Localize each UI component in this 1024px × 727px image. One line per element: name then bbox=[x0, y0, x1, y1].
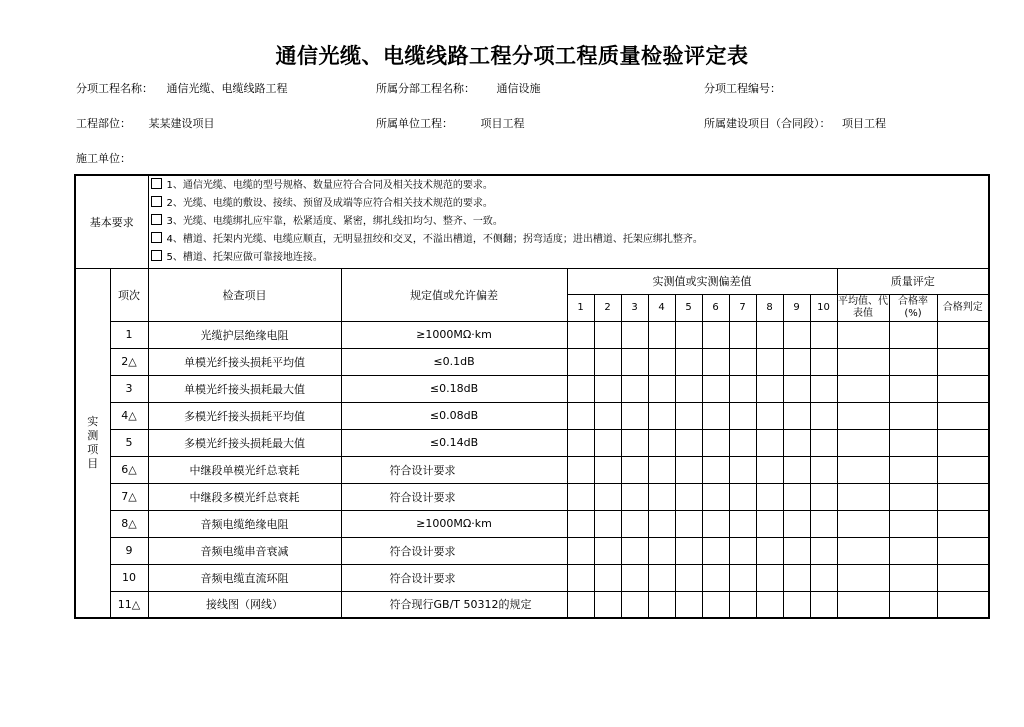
requirement-text: 1、通信光缆、电缆的型号规格、数量应符合合同及相关技术规范的要求。 bbox=[166, 179, 493, 191]
measured-value-cell[interactable] bbox=[810, 510, 837, 537]
measured-value-cell[interactable] bbox=[621, 537, 648, 564]
row-number: 8△ bbox=[110, 510, 148, 537]
header-measured-col: 1 bbox=[567, 294, 594, 321]
measured-value-cell[interactable] bbox=[621, 456, 648, 483]
table-row bbox=[75, 591, 989, 618]
measured-value-cell[interactable] bbox=[756, 375, 783, 402]
average-cell[interactable] bbox=[837, 402, 889, 429]
row-item: 接线图（网线） bbox=[148, 591, 341, 618]
average-cell[interactable] bbox=[837, 321, 889, 348]
measured-value-cell[interactable] bbox=[729, 510, 756, 537]
measured-value-cell[interactable] bbox=[675, 456, 702, 483]
basic-requirements-label: 基本要求 bbox=[75, 175, 148, 268]
measured-value-cell[interactable] bbox=[648, 321, 675, 348]
measured-value-cell[interactable] bbox=[810, 483, 837, 510]
measured-value-cell[interactable] bbox=[648, 402, 675, 429]
measured-value-cell[interactable] bbox=[756, 348, 783, 375]
measured-value-cell[interactable] bbox=[783, 564, 810, 591]
measured-value-cell[interactable] bbox=[756, 456, 783, 483]
row-spec: 符合设计要求 bbox=[341, 537, 567, 564]
measured-value-cell[interactable] bbox=[567, 510, 594, 537]
measured-value-cell[interactable] bbox=[783, 402, 810, 429]
judgement-cell[interactable] bbox=[937, 375, 989, 402]
measured-value-cell[interactable] bbox=[567, 564, 594, 591]
measured-value-cell[interactable] bbox=[621, 375, 648, 402]
row-spec: ≤0.14dB bbox=[341, 429, 567, 456]
pass-rate-cell[interactable] bbox=[889, 402, 937, 429]
requirement-item bbox=[151, 231, 987, 249]
meta-construction-project bbox=[704, 115, 886, 131]
measured-value-cell[interactable] bbox=[702, 321, 729, 348]
row-item: 多模光纤接头损耗最大值 bbox=[148, 429, 341, 456]
header-measured-col: 5 bbox=[675, 294, 702, 321]
measured-value-cell[interactable] bbox=[621, 510, 648, 537]
requirement-item bbox=[151, 213, 987, 231]
table-row bbox=[75, 375, 989, 402]
requirement-text: 5、槽道、托架应做可靠接地连接。 bbox=[166, 251, 323, 263]
header-quality: 质量评定 bbox=[837, 268, 989, 294]
meta-value: 项目工程 bbox=[480, 117, 525, 130]
checkbox-icon[interactable] bbox=[151, 214, 162, 225]
measured-value-cell[interactable] bbox=[756, 429, 783, 456]
row-spec: 符合现行GB/T 50312的规定 bbox=[341, 591, 567, 618]
row-item: 中继段单模光纤总衰耗 bbox=[148, 456, 341, 483]
basic-requirements-row bbox=[75, 175, 989, 268]
row-spec: ≥1000MΩ·km bbox=[341, 510, 567, 537]
average-cell[interactable] bbox=[837, 510, 889, 537]
measured-value-cell[interactable] bbox=[810, 348, 837, 375]
measured-value-cell[interactable] bbox=[675, 564, 702, 591]
meta-label: 分项工程编号： bbox=[704, 82, 781, 95]
pass-rate-cell[interactable] bbox=[889, 564, 937, 591]
basic-requirements-list bbox=[148, 175, 989, 268]
average-cell[interactable] bbox=[837, 483, 889, 510]
table-row bbox=[75, 402, 989, 429]
measured-value-cell[interactable] bbox=[729, 348, 756, 375]
measured-value-cell[interactable] bbox=[702, 537, 729, 564]
header-measured: 实测值或实测偏差值 bbox=[567, 268, 837, 294]
header-measured-col: 8 bbox=[756, 294, 783, 321]
judgement-cell[interactable] bbox=[937, 510, 989, 537]
measured-value-cell[interactable] bbox=[594, 564, 621, 591]
measured-value-cell[interactable] bbox=[783, 591, 810, 618]
header-measured-col: 6 bbox=[702, 294, 729, 321]
measured-value-cell[interactable] bbox=[621, 321, 648, 348]
measured-value-cell[interactable] bbox=[783, 537, 810, 564]
measured-value-cell[interactable] bbox=[810, 591, 837, 618]
pass-rate-cell[interactable] bbox=[889, 429, 937, 456]
meta-label: 施工单位： bbox=[76, 152, 131, 165]
measured-value-cell[interactable] bbox=[783, 429, 810, 456]
measured-value-cell[interactable] bbox=[702, 510, 729, 537]
table-row bbox=[75, 564, 989, 591]
measured-value-cell[interactable] bbox=[810, 429, 837, 456]
row-spec: 符合设计要求 bbox=[341, 483, 567, 510]
measured-value-cell[interactable] bbox=[567, 429, 594, 456]
measured-value-cell[interactable] bbox=[648, 456, 675, 483]
pass-rate-cell[interactable] bbox=[889, 456, 937, 483]
measured-value-cell[interactable] bbox=[702, 564, 729, 591]
header-item: 检查项目 bbox=[148, 268, 341, 321]
judgement-cell[interactable] bbox=[937, 321, 989, 348]
measured-value-cell[interactable] bbox=[783, 321, 810, 348]
judgement-cell[interactable] bbox=[937, 402, 989, 429]
checkbox-icon[interactable] bbox=[151, 250, 162, 261]
meta-value: 通信光缆、电缆线路工程 bbox=[166, 82, 288, 95]
row-number: 1 bbox=[110, 321, 148, 348]
checkbox-icon[interactable] bbox=[151, 232, 162, 243]
table-row bbox=[75, 483, 989, 510]
measured-value-cell[interactable] bbox=[648, 510, 675, 537]
measured-value-cell[interactable] bbox=[675, 348, 702, 375]
judgement-cell[interactable] bbox=[937, 564, 989, 591]
measured-value-cell[interactable] bbox=[756, 402, 783, 429]
measured-value-cell[interactable] bbox=[756, 564, 783, 591]
measured-value-cell[interactable] bbox=[810, 321, 837, 348]
measured-value-cell[interactable] bbox=[702, 402, 729, 429]
row-number: 6△ bbox=[110, 456, 148, 483]
measured-value-cell[interactable] bbox=[675, 510, 702, 537]
measured-value-cell[interactable] bbox=[783, 348, 810, 375]
measured-value-cell[interactable] bbox=[702, 429, 729, 456]
requirement-item bbox=[151, 249, 987, 267]
requirement-text: 2、光缆、电缆的敷设、接续、预留及成端等应符合相关技术规范的要求。 bbox=[166, 197, 493, 209]
table-row bbox=[75, 321, 989, 348]
row-spec: 符合设计要求 bbox=[341, 456, 567, 483]
measured-value-cell[interactable] bbox=[567, 321, 594, 348]
measured-value-cell[interactable] bbox=[729, 483, 756, 510]
average-cell[interactable] bbox=[837, 348, 889, 375]
row-item: 单模光纤接头损耗最大值 bbox=[148, 375, 341, 402]
section-label-measured-items bbox=[75, 268, 110, 618]
header-measured-col: 2 bbox=[594, 294, 621, 321]
measured-value-cell[interactable] bbox=[729, 429, 756, 456]
checkbox-icon[interactable] bbox=[151, 196, 162, 207]
measured-value-cell[interactable] bbox=[702, 375, 729, 402]
pass-rate-cell[interactable] bbox=[889, 348, 937, 375]
measured-value-cell[interactable] bbox=[729, 375, 756, 402]
measured-value-cell[interactable] bbox=[702, 591, 729, 618]
measured-value-cell[interactable] bbox=[810, 375, 837, 402]
form-title: 通信光缆、电缆线路工程分项工程质量检验评定表 bbox=[275, 44, 749, 68]
header-pass-rate: 合格率(%) bbox=[889, 294, 937, 321]
measured-value-cell[interactable] bbox=[621, 564, 648, 591]
measured-value-cell[interactable] bbox=[756, 321, 783, 348]
average-cell[interactable] bbox=[837, 375, 889, 402]
measured-value-cell[interactable] bbox=[729, 537, 756, 564]
measured-value-cell[interactable] bbox=[648, 375, 675, 402]
measured-value-cell[interactable] bbox=[648, 537, 675, 564]
header-measured-col: 9 bbox=[783, 294, 810, 321]
row-number: 4△ bbox=[110, 402, 148, 429]
average-cell[interactable] bbox=[837, 591, 889, 618]
judgement-cell[interactable] bbox=[937, 483, 989, 510]
checkbox-icon[interactable] bbox=[151, 178, 162, 189]
measured-value-cell[interactable] bbox=[675, 537, 702, 564]
measured-value-cell[interactable] bbox=[567, 348, 594, 375]
row-spec: ≤0.08dB bbox=[341, 402, 567, 429]
meta-location bbox=[76, 115, 215, 131]
meta-value: 通信设施 bbox=[496, 82, 541, 95]
table-row bbox=[75, 510, 989, 537]
header-measured-col: 7 bbox=[729, 294, 756, 321]
header-measured-col: 4 bbox=[648, 294, 675, 321]
row-item: 单模光纤接头损耗平均值 bbox=[148, 348, 341, 375]
pass-rate-cell[interactable] bbox=[889, 537, 937, 564]
measured-value-cell[interactable] bbox=[567, 483, 594, 510]
meta-value: 项目工程 bbox=[842, 117, 886, 130]
measured-value-cell[interactable] bbox=[756, 537, 783, 564]
row-number: 9 bbox=[110, 537, 148, 564]
row-item: 光缆护层绝缘电阻 bbox=[148, 321, 341, 348]
average-cell[interactable] bbox=[837, 537, 889, 564]
meta-label: 所属分部工程名称： bbox=[376, 82, 475, 95]
measured-value-cell[interactable] bbox=[675, 429, 702, 456]
table-row bbox=[75, 348, 989, 375]
row-item: 多模光纤接头损耗平均值 bbox=[148, 402, 341, 429]
average-cell[interactable] bbox=[837, 429, 889, 456]
row-number: 3 bbox=[110, 375, 148, 402]
meta-unit-project bbox=[376, 115, 525, 131]
measured-value-cell[interactable] bbox=[648, 348, 675, 375]
measured-value-cell[interactable] bbox=[810, 537, 837, 564]
row-item: 中继段多模光纤总衰耗 bbox=[148, 483, 341, 510]
measured-value-cell[interactable] bbox=[594, 483, 621, 510]
measured-value-cell[interactable] bbox=[810, 456, 837, 483]
row-spec: ≤0.1dB bbox=[341, 348, 567, 375]
row-number: 5 bbox=[110, 429, 148, 456]
inspection-table bbox=[74, 174, 990, 619]
measured-value-cell[interactable] bbox=[783, 375, 810, 402]
measured-value-cell[interactable] bbox=[729, 321, 756, 348]
measured-value-cell[interactable] bbox=[594, 321, 621, 348]
table-row bbox=[75, 429, 989, 456]
pass-rate-cell[interactable] bbox=[889, 375, 937, 402]
meta-label: 工程部位： bbox=[76, 117, 131, 130]
measured-value-cell[interactable] bbox=[675, 591, 702, 618]
measured-value-cell[interactable] bbox=[594, 456, 621, 483]
measured-value-cell[interactable] bbox=[756, 510, 783, 537]
measured-value-cell[interactable] bbox=[702, 483, 729, 510]
measured-value-cell[interactable] bbox=[648, 483, 675, 510]
requirement-item bbox=[151, 195, 987, 213]
requirement-text: 3、光缆、电缆绑扎应牢靠，松紧适度、紧密，绑扎线扣均匀、整齐、一致。 bbox=[166, 215, 503, 227]
measured-value-cell[interactable] bbox=[567, 537, 594, 564]
meta-value: 某某建设项目 bbox=[148, 117, 215, 130]
measured-value-cell[interactable] bbox=[594, 348, 621, 375]
measured-value-cell[interactable] bbox=[729, 402, 756, 429]
measured-value-cell[interactable] bbox=[594, 429, 621, 456]
measured-value-cell[interactable] bbox=[756, 483, 783, 510]
measured-value-cell[interactable] bbox=[675, 483, 702, 510]
header-judgement: 合格判定 bbox=[937, 294, 989, 321]
meta-contractor bbox=[76, 150, 135, 166]
row-spec: ≥1000MΩ·km bbox=[341, 321, 567, 348]
meta-project-name bbox=[76, 80, 288, 96]
section-label-text: 实 测 项 目 bbox=[87, 414, 99, 470]
meta-label: 所属建设项目（合同段）： bbox=[704, 117, 831, 130]
meta-project-code bbox=[704, 80, 785, 96]
judgement-cell[interactable] bbox=[937, 348, 989, 375]
measured-value-cell[interactable] bbox=[729, 456, 756, 483]
measured-value-cell[interactable] bbox=[594, 537, 621, 564]
meta-label: 分项工程名称： bbox=[76, 82, 153, 95]
measured-value-cell[interactable] bbox=[621, 429, 648, 456]
meta-label: 所属单位工程： bbox=[376, 117, 453, 130]
measured-value-cell[interactable] bbox=[567, 456, 594, 483]
judgement-cell[interactable] bbox=[937, 456, 989, 483]
measured-value-cell[interactable] bbox=[567, 402, 594, 429]
measured-value-cell[interactable] bbox=[729, 564, 756, 591]
average-cell[interactable] bbox=[837, 456, 889, 483]
measured-value-cell[interactable] bbox=[567, 591, 594, 618]
measured-value-cell[interactable] bbox=[621, 591, 648, 618]
measured-value-cell[interactable] bbox=[567, 375, 594, 402]
measured-value-cell[interactable] bbox=[594, 402, 621, 429]
header-spec: 规定值或允许偏差 bbox=[341, 268, 567, 321]
measured-value-cell[interactable] bbox=[783, 456, 810, 483]
row-spec: 符合设计要求 bbox=[341, 564, 567, 591]
header-measured-col: 10 bbox=[810, 294, 837, 321]
measured-value-cell[interactable] bbox=[810, 564, 837, 591]
pass-rate-cell[interactable] bbox=[889, 321, 937, 348]
row-spec: ≤0.18dB bbox=[341, 375, 567, 402]
measured-value-cell[interactable] bbox=[648, 564, 675, 591]
row-number: 7△ bbox=[110, 483, 148, 510]
meta-division-name bbox=[376, 80, 541, 96]
measured-value-cell[interactable] bbox=[594, 375, 621, 402]
row-item: 音频电缆串音衰减 bbox=[148, 537, 341, 564]
pass-rate-cell[interactable] bbox=[889, 510, 937, 537]
measured-value-cell[interactable] bbox=[675, 375, 702, 402]
measured-value-cell[interactable] bbox=[621, 402, 648, 429]
measured-value-cell[interactable] bbox=[702, 348, 729, 375]
row-number: 11△ bbox=[110, 591, 148, 618]
row-item: 音频电缆绝缘电阻 bbox=[148, 510, 341, 537]
header-measured-col: 3 bbox=[621, 294, 648, 321]
measured-value-cell[interactable] bbox=[594, 510, 621, 537]
pass-rate-cell[interactable] bbox=[889, 591, 937, 618]
measured-value-cell[interactable] bbox=[594, 591, 621, 618]
measured-value-cell[interactable] bbox=[729, 591, 756, 618]
judgement-cell[interactable] bbox=[937, 537, 989, 564]
pass-rate-cell[interactable] bbox=[889, 483, 937, 510]
requirement-text: 4、槽道、托架内光缆、电缆应顺直，无明显扭绞和交叉，不溢出槽道，不侧翻；拐弯适度；进出槽道、托架应绑扎整齐。 bbox=[166, 233, 703, 245]
measured-value-cell[interactable] bbox=[621, 483, 648, 510]
measured-value-cell[interactable] bbox=[702, 456, 729, 483]
row-number: 10 bbox=[110, 564, 148, 591]
judgement-cell[interactable] bbox=[937, 429, 989, 456]
table-header-row bbox=[75, 268, 989, 294]
requirement-item bbox=[151, 177, 987, 195]
measured-value-cell[interactable] bbox=[756, 591, 783, 618]
measured-value-cell[interactable] bbox=[783, 510, 810, 537]
header-average: 平均值、代表值 bbox=[837, 294, 889, 321]
measured-value-cell[interactable] bbox=[648, 591, 675, 618]
measured-value-cell[interactable] bbox=[783, 483, 810, 510]
measured-value-cell[interactable] bbox=[675, 321, 702, 348]
measured-value-cell[interactable] bbox=[810, 402, 837, 429]
table-row bbox=[75, 537, 989, 564]
measured-value-cell[interactable] bbox=[621, 348, 648, 375]
average-cell[interactable] bbox=[837, 564, 889, 591]
table-row bbox=[75, 456, 989, 483]
measured-value-cell[interactable] bbox=[675, 402, 702, 429]
row-item: 音频电缆直流环阻 bbox=[148, 564, 341, 591]
judgement-cell[interactable] bbox=[937, 591, 989, 618]
measured-value-cell[interactable] bbox=[648, 429, 675, 456]
header-no: 项次 bbox=[110, 268, 148, 321]
row-number: 2△ bbox=[110, 348, 148, 375]
